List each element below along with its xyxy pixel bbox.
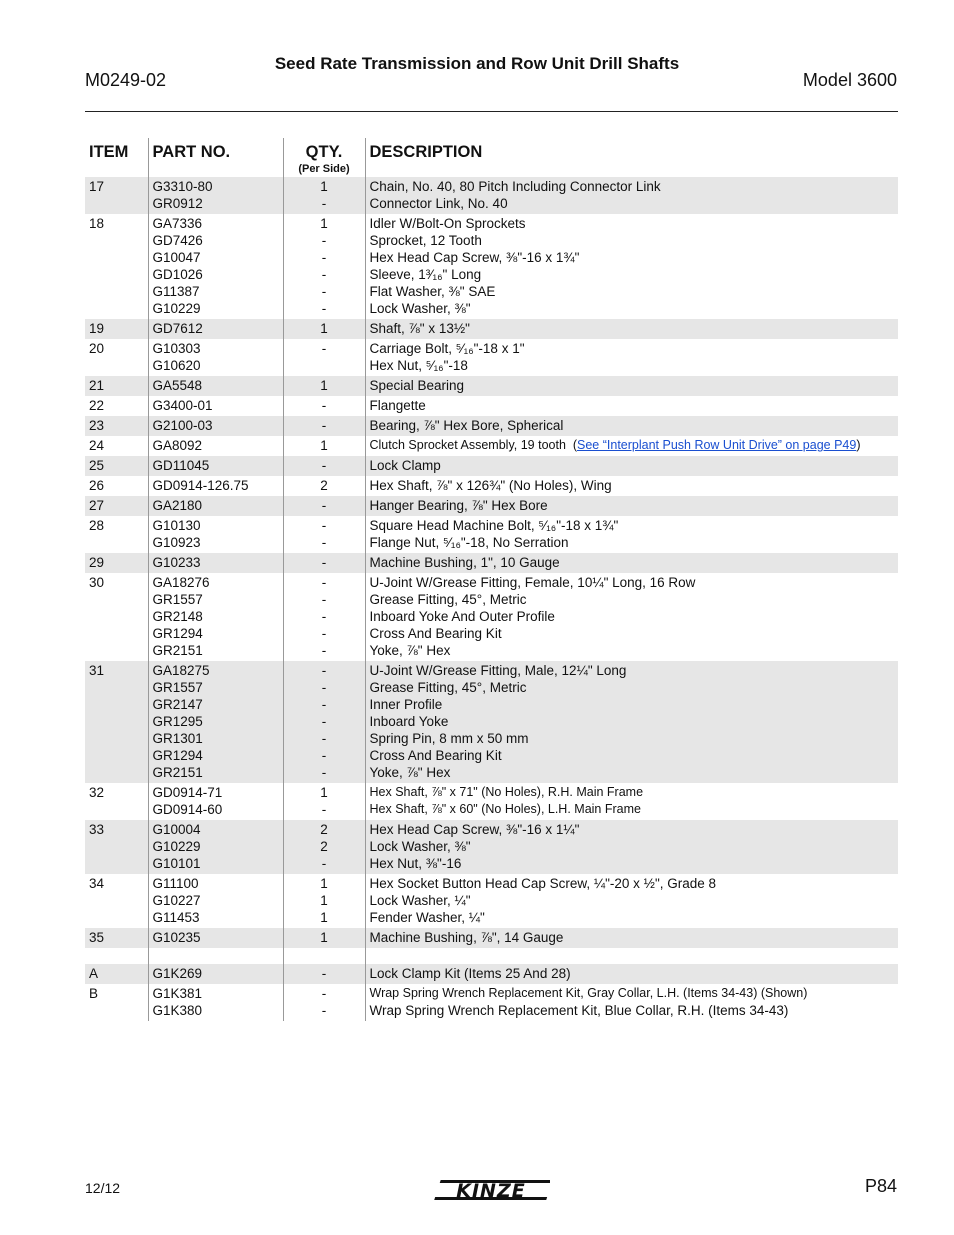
table-row — [85, 874, 898, 928]
col-header-qty — [283, 138, 365, 177]
item-number: 33 — [89, 822, 105, 837]
description: Special Bearing — [369, 378, 465, 393]
description: Fender Washer, ¼" — [369, 910, 485, 925]
col-header-item: ITEM — [89, 143, 129, 161]
item-cell — [85, 573, 148, 661]
description-cell — [365, 436, 898, 456]
table-body — [85, 177, 898, 1021]
item-cell — [85, 820, 148, 874]
item-cell — [85, 661, 148, 783]
qty-cell — [283, 661, 365, 783]
item-number: 18 — [89, 216, 105, 231]
description-cell — [365, 376, 898, 396]
qty-value: - — [321, 233, 327, 248]
item-number: 19 — [89, 321, 105, 336]
description: Cross And Bearing Kit — [369, 748, 502, 763]
part-number: G1K381 — [152, 986, 203, 1001]
item-number: 20 — [89, 341, 105, 356]
qty-value: 1 — [320, 785, 328, 800]
description: Inner Profile — [369, 697, 443, 712]
qty-value: 1 — [320, 438, 328, 453]
qty-value: - — [321, 1003, 327, 1018]
part-number-cell — [148, 396, 283, 416]
qty-value: - — [321, 267, 327, 282]
qty-value: 1 — [320, 179, 328, 194]
qty-cell — [283, 553, 365, 573]
part-number: GR1295 — [152, 714, 203, 729]
description-cell — [365, 516, 898, 553]
qty-cell — [283, 416, 365, 436]
description: Yoke, ⅞" Hex — [369, 765, 451, 780]
qty-value: 1 — [320, 910, 328, 925]
link-open-paren: ( — [565, 438, 578, 452]
description: Grease Fitting, 45°, Metric — [369, 680, 527, 695]
table-row — [85, 416, 898, 436]
qty-cell — [283, 984, 365, 1021]
part-number: G10235 — [152, 930, 201, 945]
description-cell — [365, 456, 898, 476]
part-number: G10303 — [152, 341, 201, 356]
part-number: GR2151 — [152, 643, 203, 658]
qty-cell — [283, 820, 365, 874]
qty-cell — [283, 516, 365, 553]
qty-value: 1 — [320, 216, 328, 231]
qty-cell — [283, 436, 365, 456]
qty-value: - — [321, 643, 327, 658]
col-header-qty-label: QTY. — [305, 143, 343, 161]
part-number: GR1301 — [152, 731, 203, 746]
part-number-cell — [148, 964, 283, 984]
item-cell — [85, 964, 148, 984]
part-number: GA5548 — [152, 378, 203, 393]
part-number: GD7612 — [152, 321, 203, 336]
table-row — [85, 661, 898, 783]
part-number: G1K269 — [152, 966, 203, 981]
description-cell — [365, 416, 898, 436]
qty-value: - — [321, 802, 327, 817]
part-number: GR1557 — [152, 680, 203, 695]
table-row — [85, 964, 898, 984]
description: Sleeve, 1³⁄₁₆" Long — [369, 267, 482, 282]
part-number: GR1557 — [152, 592, 203, 607]
part-number: G10004 — [152, 822, 201, 837]
part-number: G10130 — [152, 518, 201, 533]
page-title: Seed Rate Transmission and Row Unit Drill Shafts — [274, 54, 680, 73]
qty-value: - — [321, 196, 327, 211]
qty-value: 1 — [320, 930, 328, 945]
description: Connector Link, No. 40 — [369, 196, 508, 211]
table-row — [85, 376, 898, 396]
description: Lock Washer, ⅜" — [369, 839, 471, 854]
item-number: 35 — [89, 930, 105, 945]
item-cell — [85, 456, 148, 476]
link-close-paren: ) — [856, 438, 861, 452]
spacer-cell — [365, 948, 898, 964]
description: Grease Fitting, 45°, Metric — [369, 592, 527, 607]
part-number: G10227 — [152, 893, 201, 908]
part-number-cell — [148, 456, 283, 476]
col-header-qty-sub: (Per Side) — [298, 163, 350, 175]
item-number: A — [89, 966, 99, 981]
table-row — [85, 516, 898, 553]
description: Hex Head Cap Screw, ⅜"-16 x 1¾" — [369, 250, 580, 265]
qty-value: - — [321, 518, 327, 533]
table-row — [85, 820, 898, 874]
part-number: G10229 — [152, 301, 201, 316]
table-row — [85, 573, 898, 661]
qty-value: - — [321, 680, 327, 695]
table-row — [85, 783, 898, 820]
table-row — [85, 396, 898, 416]
qty-cell — [283, 874, 365, 928]
part-number: G10229 — [152, 839, 201, 854]
qty-value: 2 — [320, 478, 328, 493]
item-cell — [85, 783, 148, 820]
description: Machine Bushing, ⅞", 14 Gauge — [369, 930, 564, 945]
item-cell — [85, 376, 148, 396]
doc-id: M0249-02 — [85, 70, 167, 90]
qty-value: - — [321, 284, 327, 299]
description-cell — [365, 214, 898, 319]
part-number-cell — [148, 783, 283, 820]
description-cell — [365, 496, 898, 516]
description-cell — [365, 396, 898, 416]
qty-value: - — [321, 986, 327, 1001]
part-number: GD1026 — [152, 267, 203, 282]
table-row — [85, 339, 898, 376]
qty-value: - — [321, 458, 327, 473]
table-row — [85, 319, 898, 339]
qty-value: - — [321, 966, 327, 981]
description-cell — [365, 177, 898, 214]
model-name: Model 3600 — [802, 70, 897, 90]
item-cell — [85, 319, 148, 339]
part-number: G3400-01 — [152, 398, 213, 413]
description: Hanger Bearing, ⅞" Hex Bore — [369, 498, 548, 513]
part-number: GA2180 — [152, 498, 203, 513]
item-cell — [85, 496, 148, 516]
description-cell — [365, 319, 898, 339]
part-number-cell — [148, 416, 283, 436]
table-header-row — [85, 138, 898, 177]
description: Spring Pin, 8 mm x 50 mm — [369, 731, 529, 746]
description: Idler W/Bolt-On Sprockets — [369, 216, 526, 231]
table-spacer-row — [85, 948, 898, 964]
part-number-cell — [148, 496, 283, 516]
qty-cell — [283, 214, 365, 319]
qty-value: - — [321, 663, 327, 678]
item-number: 23 — [89, 418, 105, 433]
item-number: 30 — [89, 575, 105, 590]
col-header-part: PART NO. — [148, 138, 283, 177]
item-number: 32 — [89, 785, 105, 800]
table-row — [85, 456, 898, 476]
cross-reference — [566, 438, 861, 452]
qty-value: 1 — [320, 876, 328, 891]
part-number: GA7336 — [152, 216, 203, 231]
header-rule — [85, 111, 898, 112]
col-header-desc: DESCRIPTION — [365, 138, 898, 177]
qty-value: - — [321, 592, 327, 607]
item-cell — [85, 214, 148, 319]
qty-value: - — [321, 555, 327, 570]
item-cell — [85, 416, 148, 436]
description-cell — [365, 984, 898, 1021]
qty-cell — [283, 476, 365, 496]
part-number-cell — [148, 436, 283, 456]
parts-table — [85, 138, 898, 1021]
part-number-cell — [148, 376, 283, 396]
qty-value: - — [321, 626, 327, 641]
qty-value: 1 — [320, 321, 328, 336]
part-number: GR1294 — [152, 748, 203, 763]
description: Hex Head Cap Screw, ⅜"-16 x 1¼" — [369, 822, 580, 837]
item-cell — [85, 396, 148, 416]
description-cell — [365, 339, 898, 376]
table-row — [85, 984, 898, 1021]
table-row — [85, 177, 898, 214]
part-number: G3310-80 — [152, 179, 213, 194]
qty-value: 2 — [320, 839, 328, 854]
spacer-cell — [148, 948, 283, 964]
part-number-cell — [148, 339, 283, 376]
description: Hex Nut, ⁵⁄₁₆"-18 — [369, 358, 468, 373]
part-number-cell — [148, 928, 283, 948]
qty-value: - — [321, 731, 327, 746]
description-cell — [365, 553, 898, 573]
qty-cell — [283, 783, 365, 820]
qty-value: - — [321, 765, 327, 780]
description: Square Head Machine Bolt, ⁵⁄₁₆"-18 x 1¾" — [369, 518, 619, 533]
spacer-cell — [85, 948, 148, 964]
qty-value: 1 — [320, 378, 328, 393]
page-reference-link[interactable]: See “Interplant Push Row Unit Drive” on page P49 — [577, 438, 857, 452]
part-number: GD0914-60 — [152, 802, 223, 817]
description: Wrap Spring Wrench Replacement Kit, Gray Collar, L.H. (Items 34-43) (Shown) — [369, 986, 808, 1000]
description-cell — [365, 964, 898, 984]
qty-cell — [283, 496, 365, 516]
description: Machine Bushing, 1", 10 Gauge — [369, 555, 560, 570]
description-cell — [365, 928, 898, 948]
part-number: G10923 — [152, 535, 201, 550]
qty-value: - — [321, 697, 327, 712]
item-cell — [85, 516, 148, 553]
qty-cell — [283, 928, 365, 948]
item-cell — [85, 177, 148, 214]
description-cell — [365, 783, 898, 820]
part-number: G10620 — [152, 358, 201, 373]
part-number: G10101 — [152, 856, 201, 871]
description-line-with-link — [370, 437, 895, 454]
description: Hex Shaft, ⅞" x 60" (No Holes), L.H. Main Frame — [369, 802, 641, 816]
qty-value: - — [321, 609, 327, 624]
parts-table-container — [85, 138, 898, 1021]
description: Inboard Yoke — [369, 714, 449, 729]
part-number-cell — [148, 516, 283, 553]
part-number: G11453 — [152, 910, 200, 925]
part-number-cell — [148, 177, 283, 214]
description: Inboard Yoke And Outer Profile — [369, 609, 555, 624]
part-number: GR2147 — [152, 697, 203, 712]
item-cell — [85, 339, 148, 376]
spacer-cell — [283, 948, 365, 964]
part-number: G11100 — [152, 876, 199, 891]
part-number: GD0914-126.75 — [152, 478, 249, 493]
table-row — [85, 553, 898, 573]
part-number-cell — [148, 984, 283, 1021]
description: Shaft, ⅞" x 13½" — [369, 321, 470, 336]
qty-value: - — [321, 418, 327, 433]
part-number: G10047 — [152, 250, 201, 265]
item-number: 26 — [89, 478, 105, 493]
description: Lock Washer, ¼" — [369, 893, 471, 908]
qty-value: - — [321, 398, 327, 413]
part-number-cell — [148, 874, 283, 928]
description: U-Joint W/Grease Fitting, Male, 12¼" Long — [369, 663, 627, 678]
table-row — [85, 476, 898, 496]
table-row — [85, 928, 898, 948]
qty-cell — [283, 573, 365, 661]
description: Yoke, ⅞" Hex — [369, 643, 451, 658]
description-cell — [365, 661, 898, 783]
part-number: GR2148 — [152, 609, 203, 624]
table-row — [85, 436, 898, 456]
description: Flangette — [369, 398, 426, 413]
qty-value: - — [321, 301, 327, 316]
item-number: 34 — [89, 876, 105, 891]
description: Clutch Sprocket Assembly, 19 tooth — [369, 438, 566, 452]
description: Hex Socket Button Head Cap Screw, ¼"-20 x ½", Grade 8 — [369, 876, 717, 891]
description: Flange Nut, ⁵⁄₁₆"-18, No Serration — [369, 535, 569, 550]
part-number: GR1294 — [152, 626, 203, 641]
qty-cell — [283, 376, 365, 396]
description: Lock Clamp Kit (Items 25 And 28) — [369, 966, 571, 981]
part-number: GA8092 — [152, 438, 203, 453]
qty-cell — [283, 396, 365, 416]
table-row — [85, 496, 898, 516]
item-cell — [85, 874, 148, 928]
part-number-cell — [148, 319, 283, 339]
footer-date: 12/12 — [85, 1180, 121, 1196]
page-number: P84 — [864, 1176, 897, 1196]
description-cell — [365, 476, 898, 496]
description: Hex Shaft, ⅞" x 126¾" (No Holes), Wing — [369, 478, 612, 493]
qty-value: - — [321, 714, 327, 729]
part-number: GA18276 — [152, 575, 210, 590]
qty-value: - — [321, 856, 327, 871]
item-number: 27 — [89, 498, 105, 513]
qty-value: - — [321, 535, 327, 550]
part-number: GR0912 — [152, 196, 203, 211]
qty-value: - — [321, 341, 327, 356]
item-cell — [85, 984, 148, 1021]
item-number: 25 — [89, 458, 105, 473]
description-cell — [365, 573, 898, 661]
item-number: 24 — [89, 438, 105, 453]
qty-value: - — [321, 250, 327, 265]
qty-value: - — [321, 498, 327, 513]
part-number: GA18275 — [152, 663, 210, 678]
description: Chain, No. 40, 80 Pitch Including Connector Link — [369, 179, 661, 194]
kinze-logo-icon — [432, 1176, 550, 1204]
item-cell — [85, 928, 148, 948]
part-number-cell — [148, 573, 283, 661]
part-number: GR2151 — [152, 765, 203, 780]
description: Sprocket, 12 Tooth — [369, 233, 482, 248]
qty-cell — [283, 339, 365, 376]
part-number-cell — [148, 214, 283, 319]
description: Lock Clamp — [369, 458, 441, 473]
qty-value: 1 — [320, 893, 328, 908]
description: Cross And Bearing Kit — [369, 626, 502, 641]
qty-cell — [283, 964, 365, 984]
description: Hex Shaft, ⅞" x 71" (No Holes), R.H. Main Frame — [369, 785, 644, 799]
part-number-cell — [148, 553, 283, 573]
part-number: G1K380 — [152, 1003, 203, 1018]
item-cell — [85, 553, 148, 573]
part-number-cell — [148, 476, 283, 496]
description: Bearing, ⅞" Hex Bore, Spherical — [369, 418, 564, 433]
qty-cell — [283, 319, 365, 339]
item-cell — [85, 436, 148, 456]
item-number: 17 — [89, 179, 105, 194]
part-number: G11387 — [152, 284, 200, 299]
part-number-cell — [148, 820, 283, 874]
qty-value: - — [321, 575, 327, 590]
logo-text: KINZE — [456, 1180, 526, 1202]
description: Hex Nut, ⅜"-16 — [369, 856, 462, 871]
part-number: GD11045 — [152, 458, 210, 473]
qty-cell — [283, 177, 365, 214]
description: U-Joint W/Grease Fitting, Female, 10¼" Long, 16 Row — [369, 575, 696, 590]
part-number: G10233 — [152, 555, 201, 570]
table-row — [85, 214, 898, 319]
description: Carriage Bolt, ⁵⁄₁₆"-18 x 1" — [369, 341, 525, 356]
part-number-cell — [148, 661, 283, 783]
part-number: G2100-03 — [152, 418, 213, 433]
item-number: B — [89, 986, 99, 1001]
description: Lock Washer, ⅜" — [369, 301, 471, 316]
description: Flat Washer, ⅜" SAE — [369, 284, 496, 299]
description-cell — [365, 874, 898, 928]
part-number: GD7426 — [152, 233, 203, 248]
item-number: 28 — [89, 518, 105, 533]
description: Wrap Spring Wrench Replacement Kit, Blue Collar, R.H. (Items 34-43) — [369, 1003, 789, 1018]
item-number: 21 — [89, 378, 105, 393]
item-number: 22 — [89, 398, 105, 413]
qty-cell — [283, 456, 365, 476]
item-number: 31 — [89, 663, 105, 678]
qty-value: - — [321, 748, 327, 763]
qty-value: 2 — [320, 822, 328, 837]
description-cell — [365, 820, 898, 874]
item-number: 29 — [89, 555, 105, 570]
item-cell — [85, 476, 148, 496]
part-number: GD0914-71 — [152, 785, 223, 800]
